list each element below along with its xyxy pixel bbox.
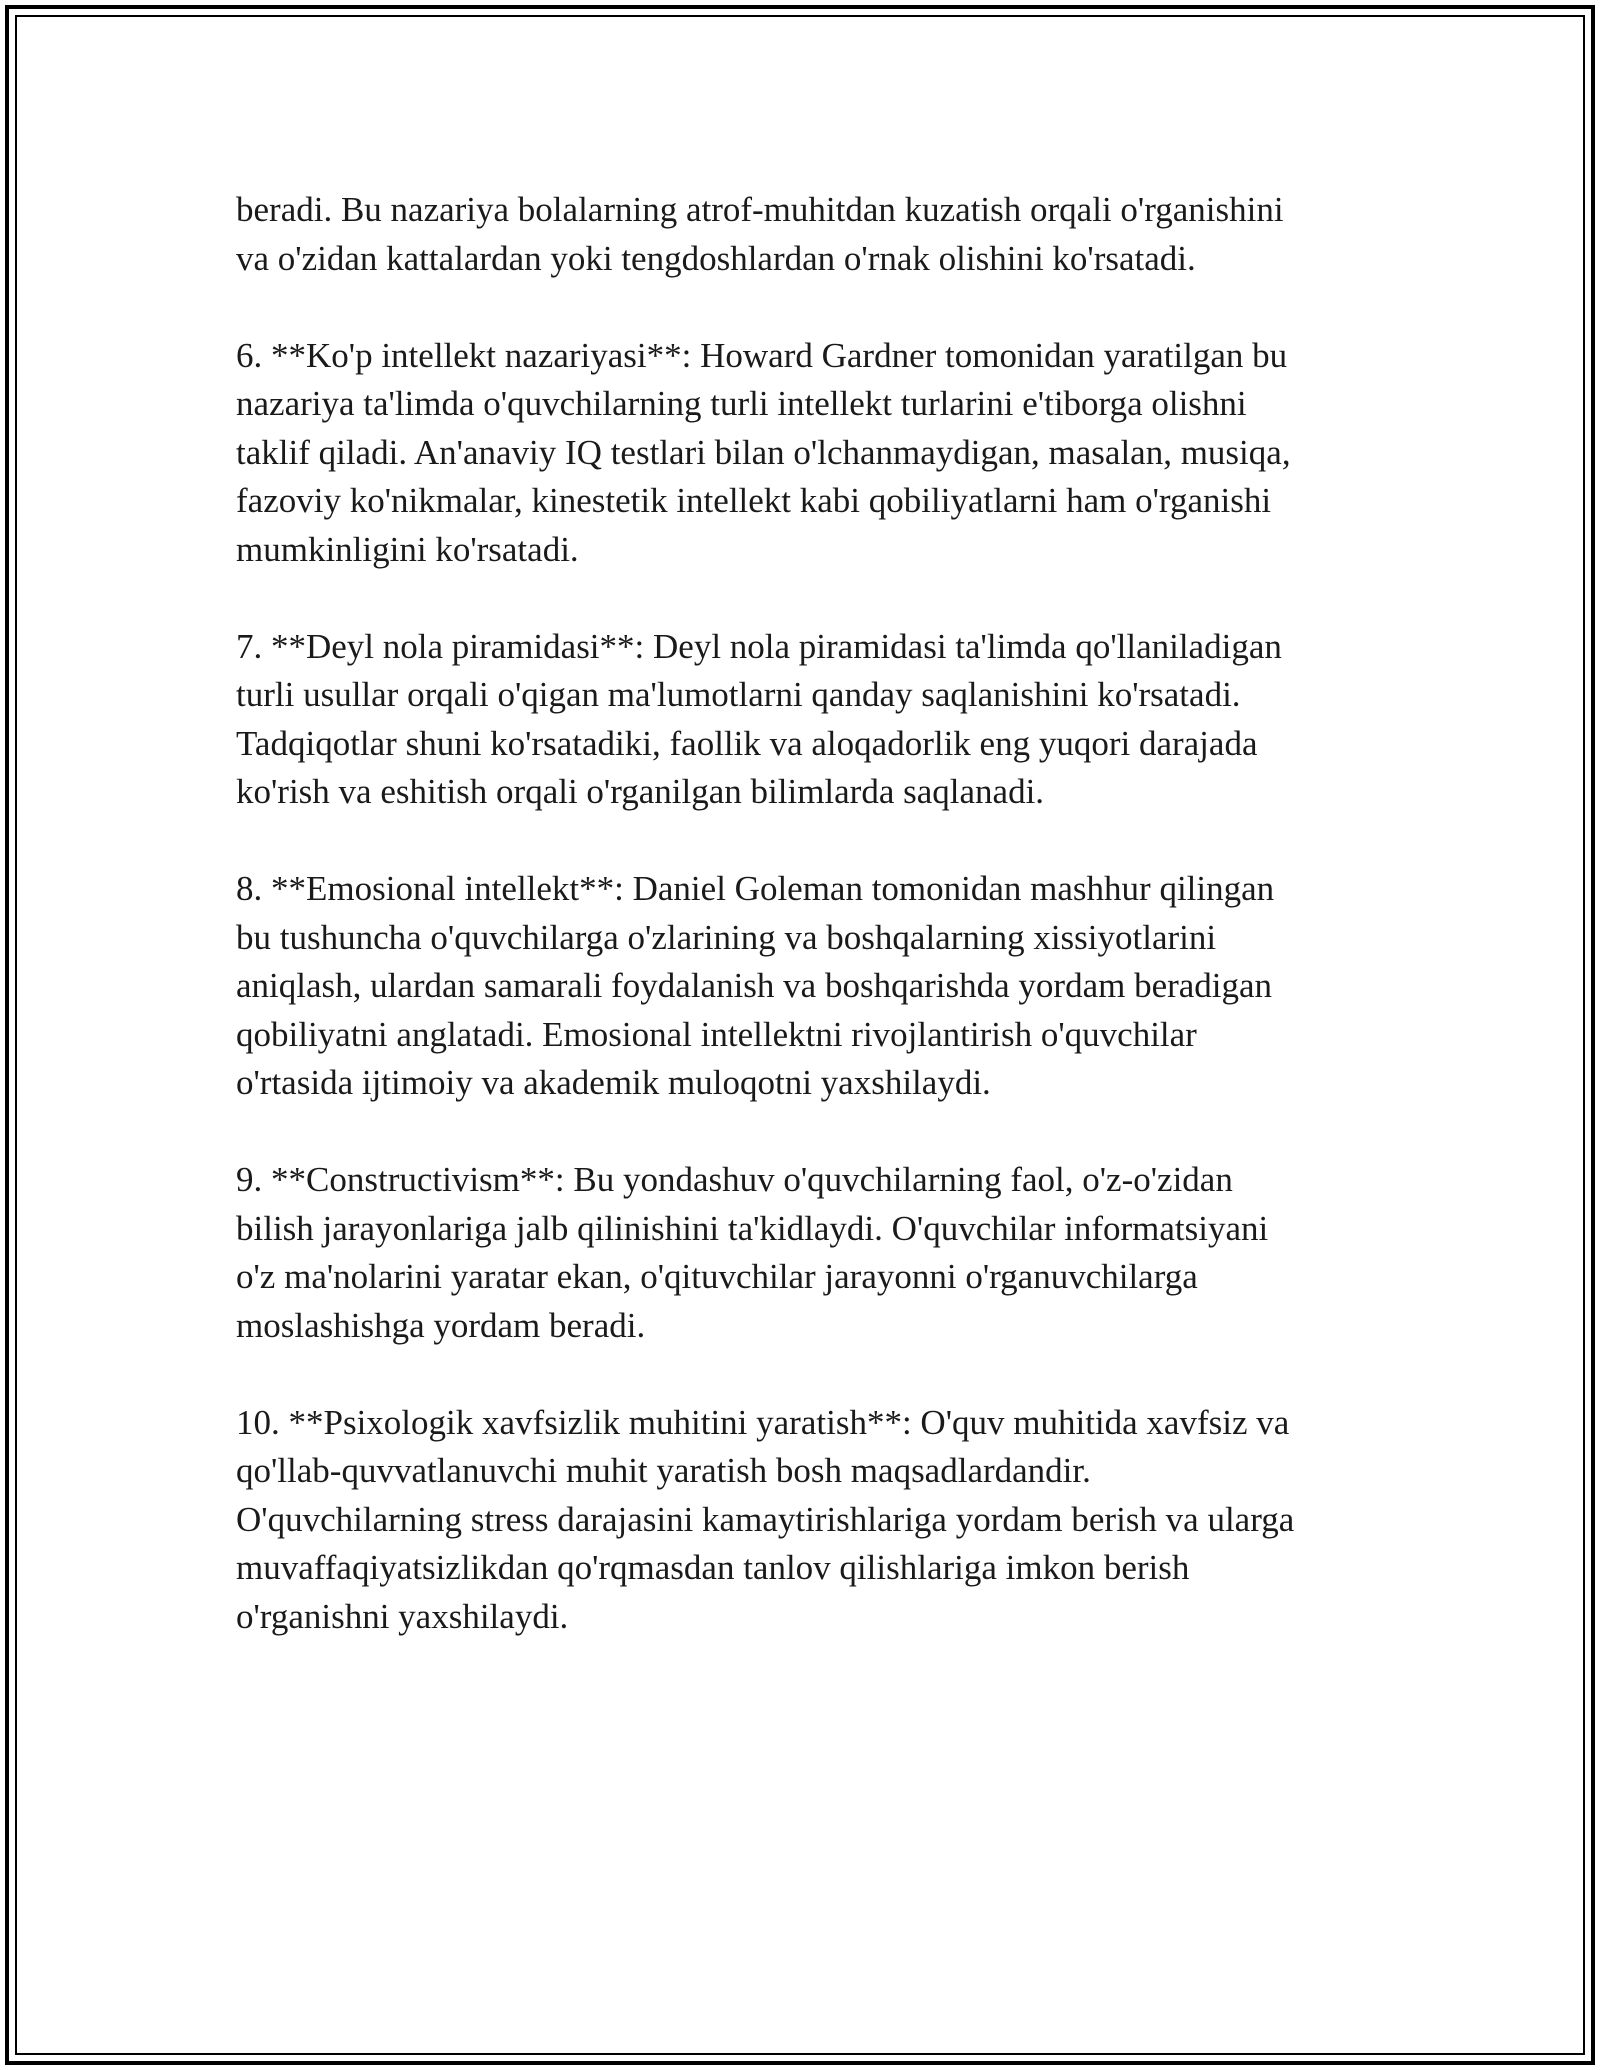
paragraph-continuation: beradi. Bu nazariya bolalarning atrof-muhitdan kuzatish orqali o'rganishini va o'zidan kattalardan yoki tengdoshlardan o'rnak olishini ko'rsatadi. <box>236 190 1284 278</box>
paragraph-item-7: 7. **Deyl nola piramidasi**: Deyl nola piramidasi ta'limda qo'llaniladigan turli usullar orqali o'qigan ma'lumotlarni qanday saqlanishini ko'rsatadi. Tadqiqotlar shuni ko'rsatadiki, faollik va aloqadorlik eng yuqori darajada ko'rish va eshitish orqali o'rganilgan bilimlarda saqlanadi. <box>236 626 1282 811</box>
paragraph-item-6: 6. **Ko'p intellekt nazariyasi**: Howard Gardner tomonidan yaratilgan bu nazariya ta'limda o'quvchilarning turli intellekt turlarini e'tiborga olishni taklif qiladi. An'anaviy IQ testlari bilan o'lchanmaydigan, masalan, musiqa, fazoviy ko'nikmalar, kinestetik intellekt kabi qobiliyatlarni ham o'rganishi mumkinligini ko'rsatadi. <box>236 335 1291 569</box>
paragraph-item-9: 9. **Constructivism**: Bu yondashuv o'quvchilarning faol, o'z-o'zidan bilish jarayonlariga jalb qilinishini ta'kidlaydi. O'quvchilar informatsiyani o'z ma'nolarini yaratar ekan, o'qituvchilar jarayonni o'rganuvchilarga moslashishga yordam beradi. <box>236 1160 1269 1345</box>
paragraph-item-10: 10. **Psixologik xavfsizlik muhitini yaratish**: O'quv muhitida xavfsiz va qo'llab-quvvatlanuvchi muhit yaratish bosh maqsadlardandir. O'quvchilarning stress darajasini kamaytirishlariga yordam berish va ularga muvaffaqiyatsizlikdan qo'rqmasdan tanlov qilishlariga imkon berish o'rganishni yaxshilaydi. <box>236 1402 1295 1636</box>
paragraph-item-8: 8. **Emosional intellekt**: Daniel Goleman tomonidan mashhur qilingan bu tushuncha o'quvchilarga o'zlarining va boshqalarning xissiyotlarini aniqlash, ulardan samarali foydalanish va boshqarishda yordam beradigan qobiliyatni anglatadi. Emosional intellektni rivojlantirish o'quvchilar o'rtasida ijtimoiy va akademik muloqotni yaxshilaydi. <box>236 869 1275 1102</box>
document-body <box>236 186 1376 1690</box>
